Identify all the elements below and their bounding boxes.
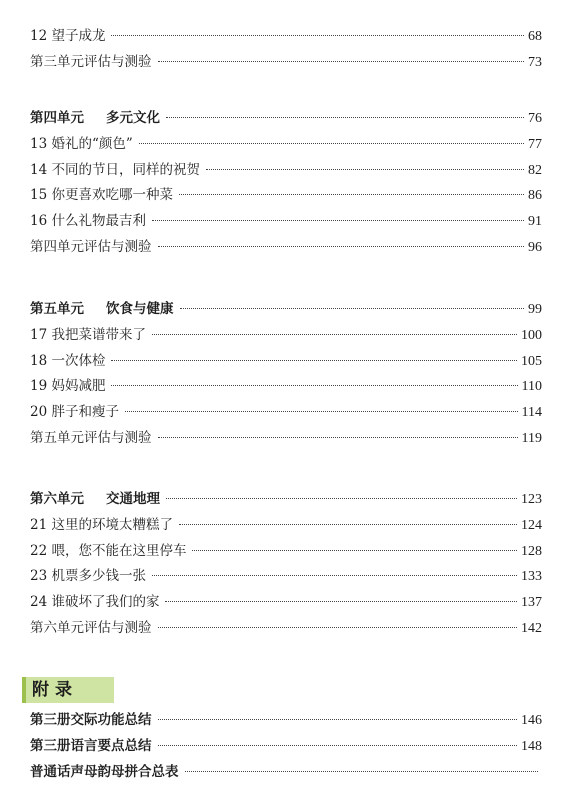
toc-entry[interactable] xyxy=(30,374,542,400)
leader-dots xyxy=(158,61,525,62)
toc-entry-title: 23 机票多少钱一张 xyxy=(30,568,146,585)
toc-entry-page: 137 xyxy=(521,595,542,611)
leader-dots xyxy=(185,771,539,772)
toc-entry-page: 91 xyxy=(528,214,542,230)
toc-entry[interactable] xyxy=(30,209,542,235)
toc-entry[interactable] xyxy=(30,183,542,209)
unit-number: 第五单元 xyxy=(30,301,84,317)
toc-entry-title: 第六单元评估与测验 xyxy=(30,619,152,636)
unit-header[interactable] xyxy=(30,487,542,513)
unit-header[interactable] xyxy=(30,297,542,323)
appendix-section xyxy=(30,708,542,785)
toc-entry-title: 16 什么礼物最吉利 xyxy=(30,213,146,230)
leader-dots xyxy=(158,719,518,720)
leader-dots xyxy=(111,360,517,361)
toc-entry[interactable] xyxy=(30,564,542,590)
leader-dots xyxy=(180,308,525,309)
toc-entry[interactable] xyxy=(30,349,542,375)
unit5-section xyxy=(30,297,542,452)
unit-header-title xyxy=(30,297,174,323)
unit6-section xyxy=(30,487,542,642)
unit3-tail xyxy=(30,24,542,76)
toc-entry-title: 13 婚礼的“颜色” xyxy=(30,135,133,152)
leader-dots xyxy=(152,334,517,335)
leader-dots xyxy=(192,550,517,551)
leader-dots xyxy=(139,143,524,144)
toc-entry[interactable] xyxy=(30,132,542,158)
toc-entry-title: 17 我把菜谱带来了 xyxy=(30,326,146,343)
toc-entry-page: 73 xyxy=(528,54,542,70)
toc-entry-title: 22 喂，您不能在这里停车 xyxy=(30,542,187,559)
unit-header-title xyxy=(30,487,160,513)
toc-entry-page: 96 xyxy=(528,239,542,255)
toc-entry-title: 21 这里的环境太糟糕了 xyxy=(30,516,173,533)
toc-entry-title: 第四单元评估与测验 xyxy=(30,238,152,255)
leader-dots xyxy=(152,220,524,221)
toc-entry-page: 146 xyxy=(521,713,542,728)
toc-entry-page: 86 xyxy=(528,188,542,204)
toc-entry-page: 124 xyxy=(521,517,542,533)
unit-header[interactable] xyxy=(30,106,542,132)
leader-dots xyxy=(158,437,518,438)
toc-entry[interactable] xyxy=(30,235,542,261)
leader-dots xyxy=(166,498,517,499)
toc-entry-page: 100 xyxy=(521,327,542,343)
toc-entry-title: 18 一次体检 xyxy=(30,352,106,369)
toc-entry[interactable] xyxy=(30,513,542,539)
toc-entry-title: 15 你更喜欢吃哪一种菜 xyxy=(30,187,173,204)
toc-entry-title: 19 妈妈减肥 xyxy=(30,378,106,395)
appendix-accent-bar xyxy=(22,677,26,703)
toc-entry[interactable] xyxy=(30,323,542,349)
toc-entry[interactable] xyxy=(30,539,542,565)
leader-dots xyxy=(166,117,524,118)
unit-name: 交通地理 xyxy=(106,491,160,507)
leader-dots xyxy=(111,385,517,386)
leader-dots xyxy=(165,601,517,602)
toc-entry-title: 第五单元评估与测验 xyxy=(30,429,152,446)
toc-entry-page: 68 xyxy=(528,29,542,44)
toc-entry-title: 第三册交际功能总结 xyxy=(30,712,152,728)
unit-name: 多元文化 xyxy=(106,110,160,126)
toc-entry-page: 105 xyxy=(521,353,542,369)
leader-dots xyxy=(158,745,518,746)
leader-dots xyxy=(152,575,517,576)
unit-number: 第六单元 xyxy=(30,491,84,507)
toc-entry[interactable] xyxy=(30,616,542,642)
toc-entry-page: 142 xyxy=(521,620,542,636)
toc-entry-page: 114 xyxy=(521,405,542,421)
leader-dots xyxy=(125,411,518,412)
toc-entry[interactable] xyxy=(30,400,542,426)
toc-entry-page: 133 xyxy=(521,569,542,585)
unit-name: 饮食与健康 xyxy=(106,301,174,317)
appendix-label-text: 附录 xyxy=(32,680,78,700)
toc-entry[interactable] xyxy=(30,708,542,734)
toc-entry-title: 第三册语言要点总结 xyxy=(30,737,152,754)
toc-entry-title: 普通话声母韵母拼合总表 xyxy=(30,763,179,780)
leader-dots xyxy=(179,194,524,195)
toc-entry-title: 14 不同的节日，同样的祝贺 xyxy=(30,161,200,178)
unit4-section xyxy=(30,106,542,261)
toc-entry[interactable] xyxy=(30,734,542,760)
toc-entry[interactable] xyxy=(30,590,542,616)
toc-entry-title: 第三单元评估与测验 xyxy=(30,53,152,70)
appendix-label xyxy=(22,677,114,703)
toc-entry-title: 24 谁破坏了我们的家 xyxy=(30,594,160,611)
toc-entry[interactable] xyxy=(30,24,542,50)
toc-entry-page: 119 xyxy=(521,430,542,446)
toc-entry[interactable] xyxy=(30,760,542,786)
toc-entry-page: 76 xyxy=(528,111,542,126)
toc-entry-page: 128 xyxy=(521,543,542,559)
toc-entry-page: 110 xyxy=(521,379,542,395)
leader-dots xyxy=(179,524,517,525)
leader-dots xyxy=(206,169,524,170)
toc-entry-page: 123 xyxy=(521,492,542,507)
unit-header-title xyxy=(30,106,160,132)
toc-entry-page: 77 xyxy=(528,136,542,152)
toc-entry-page: 99 xyxy=(528,302,542,317)
leader-dots xyxy=(158,246,525,247)
toc-entry-title: 12 望子成龙 xyxy=(30,28,106,44)
toc-entry-title: 20 胖子和瘦子 xyxy=(30,404,119,421)
toc-entry[interactable] xyxy=(30,50,542,76)
toc-entry-page: 148 xyxy=(521,738,542,754)
unit-number: 第四单元 xyxy=(30,110,84,126)
toc-entry[interactable] xyxy=(30,158,542,184)
leader-dots xyxy=(111,35,524,36)
leader-dots xyxy=(158,627,518,628)
toc-entry-page: 82 xyxy=(528,162,542,178)
toc-entry[interactable] xyxy=(30,426,542,452)
